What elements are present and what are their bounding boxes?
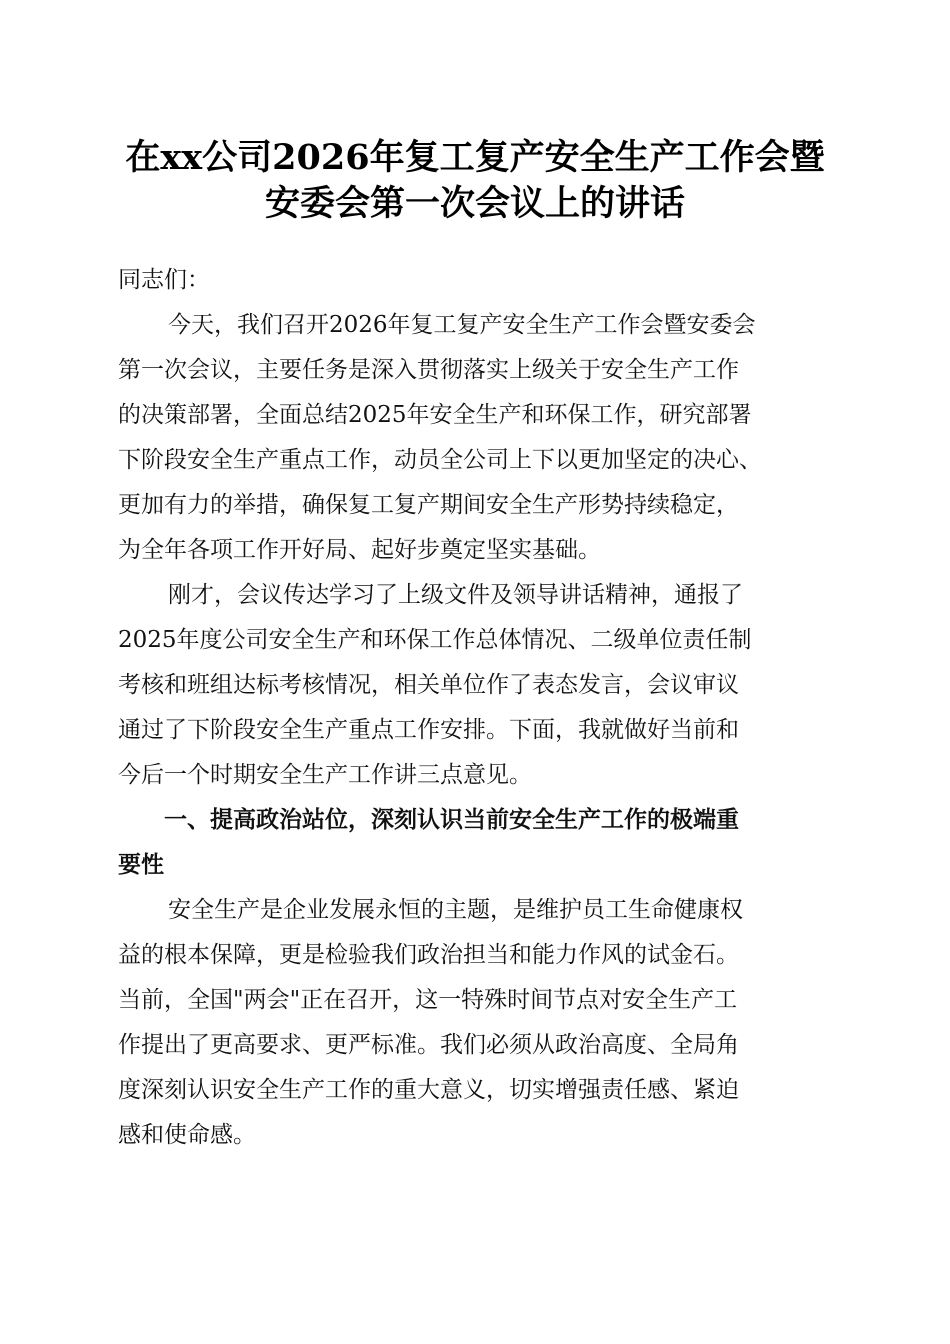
paragraph-line: 当前，全国"两会"正在召开，这一特殊时间节点对安全生产工	[118, 987, 738, 1013]
greeting: 同志们：	[118, 267, 210, 293]
paragraph-line: 2025年度公司安全生产和环保工作总体情况、二级单位责任制	[118, 627, 752, 653]
paragraph-line: 考核和班组达标考核情况，相关单位作了表态发言，会议审议	[118, 672, 739, 698]
title-line-1: 在xx公司2026年复工复产安全生产工作会暨	[125, 137, 825, 178]
paragraph-line: 更加有力的举措，确保复工复产期间安全生产形势持续稳定，	[118, 492, 739, 518]
document-body	[118, 258, 830, 1158]
section-heading-1	[118, 798, 830, 888]
paragraph-line: 第一次会议，主要任务是深入贯彻落实上级关于安全生产工作	[118, 357, 739, 383]
paragraph-line: 为全年各项工作开好局、起好步奠定坚实基础。	[118, 537, 601, 563]
paragraph-line: 感和使命感。	[118, 1122, 256, 1148]
paragraph-line: 的决策部署，全面总结2025年安全生产和环保工作，研究部署	[118, 402, 752, 428]
title-line-2: 安委会第一次会议上的讲话	[264, 183, 685, 224]
paragraph-opening	[118, 303, 830, 573]
paragraph-line: 刚才，会议传达学习了上级文件及领导讲话精神，通报了	[168, 582, 743, 608]
paragraph-line: 安全生产是企业发展永恒的主题，是维护员工生命健康权	[168, 897, 743, 923]
paragraph-line: 通过了下阶段安全生产重点工作安排。下面，我就做好当前和	[118, 717, 739, 743]
paragraph-line: 作提出了更高要求、更严标准。我们必须从政治高度、全局角	[118, 1032, 739, 1058]
section-heading-line: 要性	[118, 852, 164, 878]
document-title	[60, 135, 890, 227]
paragraph-section-1	[118, 888, 830, 1158]
section-heading-line: 一、提高政治站位，深刻认识当前安全生产工作的极端重	[164, 807, 739, 833]
paragraph-line: 今后一个时期安全生产工作讲三点意见。	[118, 762, 532, 788]
paragraph-summary	[118, 573, 830, 798]
paragraph-line: 今天，我们召开2026年复工复产安全生产工作会暨安委会	[168, 312, 756, 338]
paragraph-line: 下阶段安全生产重点工作，动员全公司上下以更加坚定的决心、	[118, 447, 762, 473]
paragraph-line: 益的根本保障，更是检验我们政治担当和能力作风的试金石。	[118, 942, 739, 968]
paragraph-line: 度深刻认识安全生产工作的重大意义，切实增强责任感、紧迫	[118, 1077, 739, 1103]
